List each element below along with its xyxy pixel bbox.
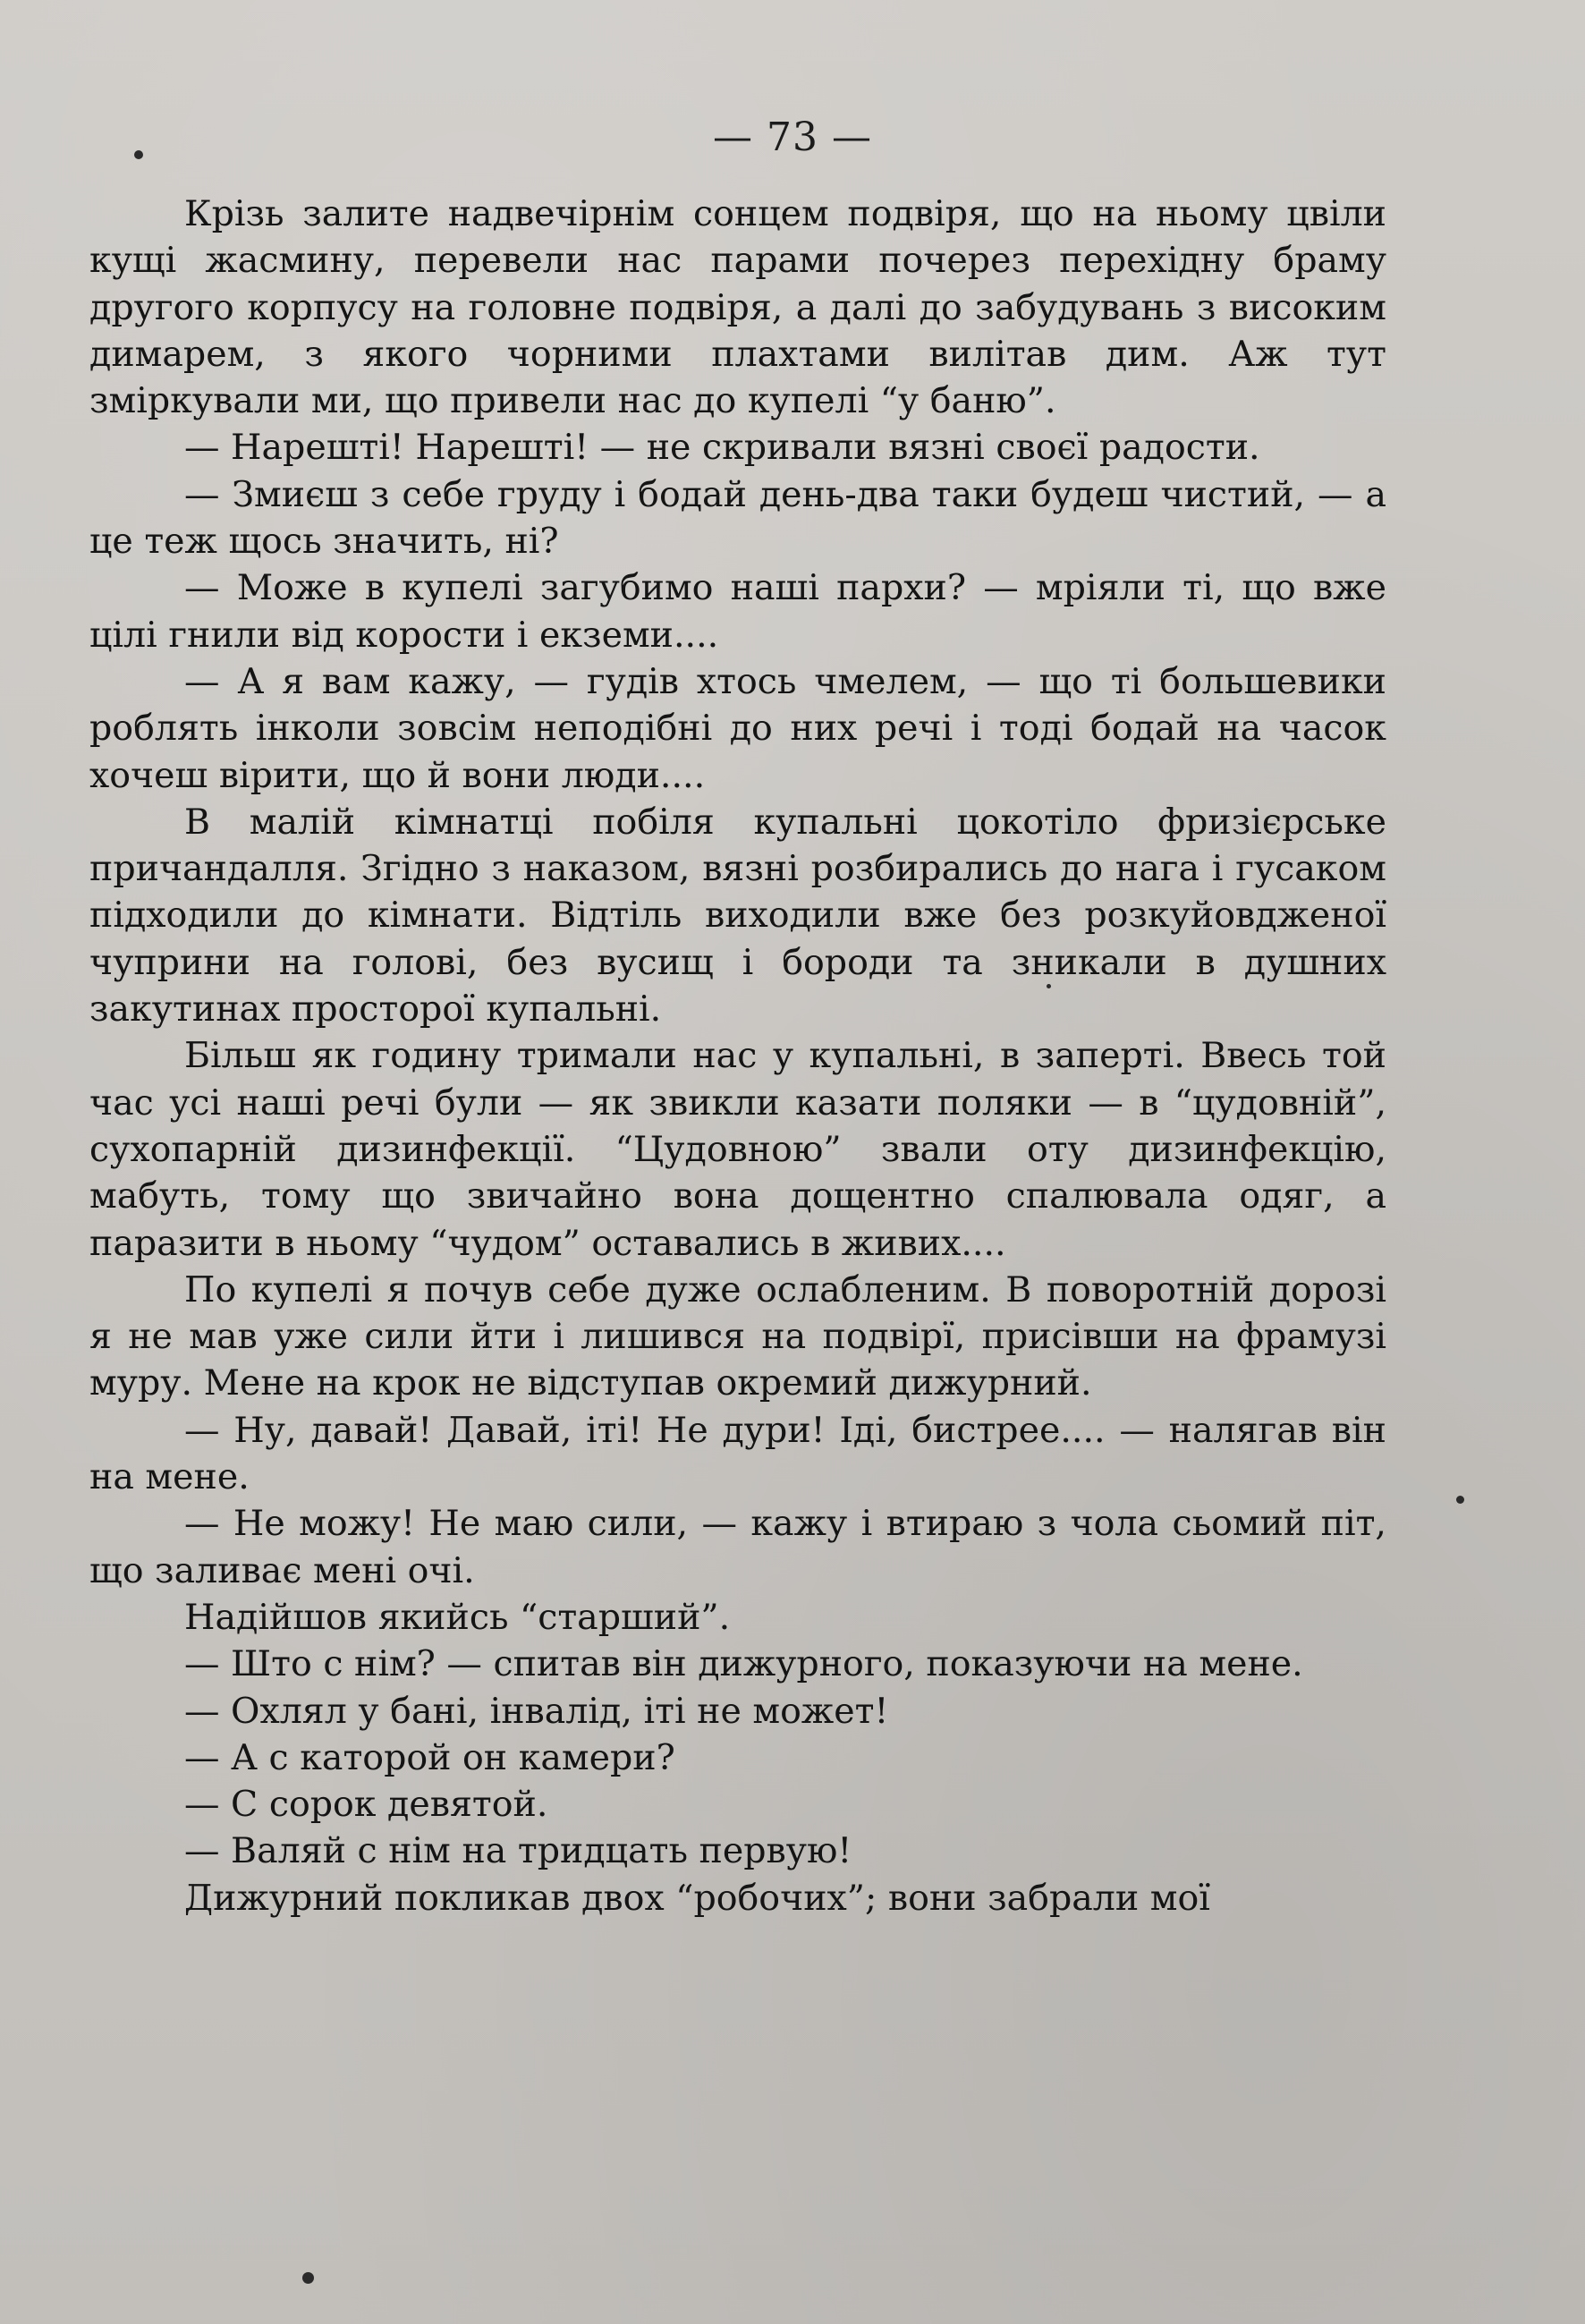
paragraph: Надійшов якийсь “старший”. bbox=[184, 1596, 731, 1638]
paper-speck bbox=[1456, 1496, 1464, 1504]
paper-speck bbox=[302, 2272, 314, 2284]
paragraph: — Може в купелі загубимо наші пархи? — мріяли ті, що вже цілі гнили від корости і екземи.... bbox=[89, 567, 1386, 656]
paragraph: В малій кімнатці побіля купальні цокотіло фризієрське причандалля. Згідно з наказом, вязні розбирались до нага і гусаком підходили до кімнати. Відтіль виходили вже без розкуйовдженої чуприни на голові, без вусищ і бороди та зникали в душних закутинах просторої купальні. bbox=[89, 801, 1386, 1031]
paragraph: Дижурний покликав двох “робочих”; вони забрали мої bbox=[184, 1877, 1210, 1919]
paper-speck bbox=[134, 150, 143, 159]
page-body bbox=[89, 191, 1386, 1921]
paragraph: — Што с нім? — спитав він дижурного, показуючи на мене. bbox=[184, 1643, 1303, 1685]
paragraph: — Змиєш з себе груду і бодай день-два таки будеш чистий, — а це теж щось значить, ні? bbox=[89, 473, 1386, 563]
page-number: — 73 — bbox=[713, 115, 872, 160]
paper-speck bbox=[1047, 984, 1051, 988]
paragraph: — А с каторой он камери? bbox=[184, 1736, 675, 1778]
paragraph: Крізь залите надвечірнім сонцем подвіря, що на ньому цвіли кущі жасмину, перевели нас парами почерез перехідну браму другого корпусу на головне подвіря, а далі до забудувань з високим димарем, з якого чорними плахтами вилітав дим. Аж тут зміркували ми, що привели нас до купелі “у баню”. bbox=[89, 193, 1386, 422]
paragraph: По купелі я почув себе дуже ослабленим. В поворотній дорозі я не мав уже сили йти і лишився на подвірї, присівши на фрамузі муру. Мене на крок не відступав окремий дижурний. bbox=[89, 1268, 1386, 1404]
paragraph: — Не можу! Не маю сили, — кажу і втираю з чола сьомий піт, що заливає мені очі. bbox=[89, 1503, 1386, 1591]
paragraph: — Нарешті! Нарешті! — не скривали вязні своєї радости. bbox=[184, 427, 1260, 469]
paragraph: — Охлял у бані, інвалід, іті не может! bbox=[184, 1690, 889, 1732]
paragraph: — А я вам кажу, — гудів хтось чмелем, — що ті большевики роблять інколи зовсім неподібні до них речі і тоді бодай на часок хочеш вірити, що й вони люди.... bbox=[89, 660, 1386, 796]
paragraph: — Валяй с нім на тридцать первую! bbox=[184, 1830, 852, 1872]
paragraph: Більш як годину тримали нас у купальні, в заперті. Ввесь той час усі наші речі були — як звикли казати поляки — в “цудовній”, сухопарній дизинфекції. “Цудовною” звали оту дизинфекцію, мабуть, тому що звичайно вона дощентно спалювала одяг, а паразити в ньому “чудом” оставались в живих.... bbox=[89, 1035, 1386, 1264]
paragraph: — Ну, давай! Давай, іті! Не дури! Іді, бистрее.... — налягав він на мене. bbox=[89, 1409, 1386, 1498]
paragraph: — С сорок девятой. bbox=[184, 1784, 548, 1826]
